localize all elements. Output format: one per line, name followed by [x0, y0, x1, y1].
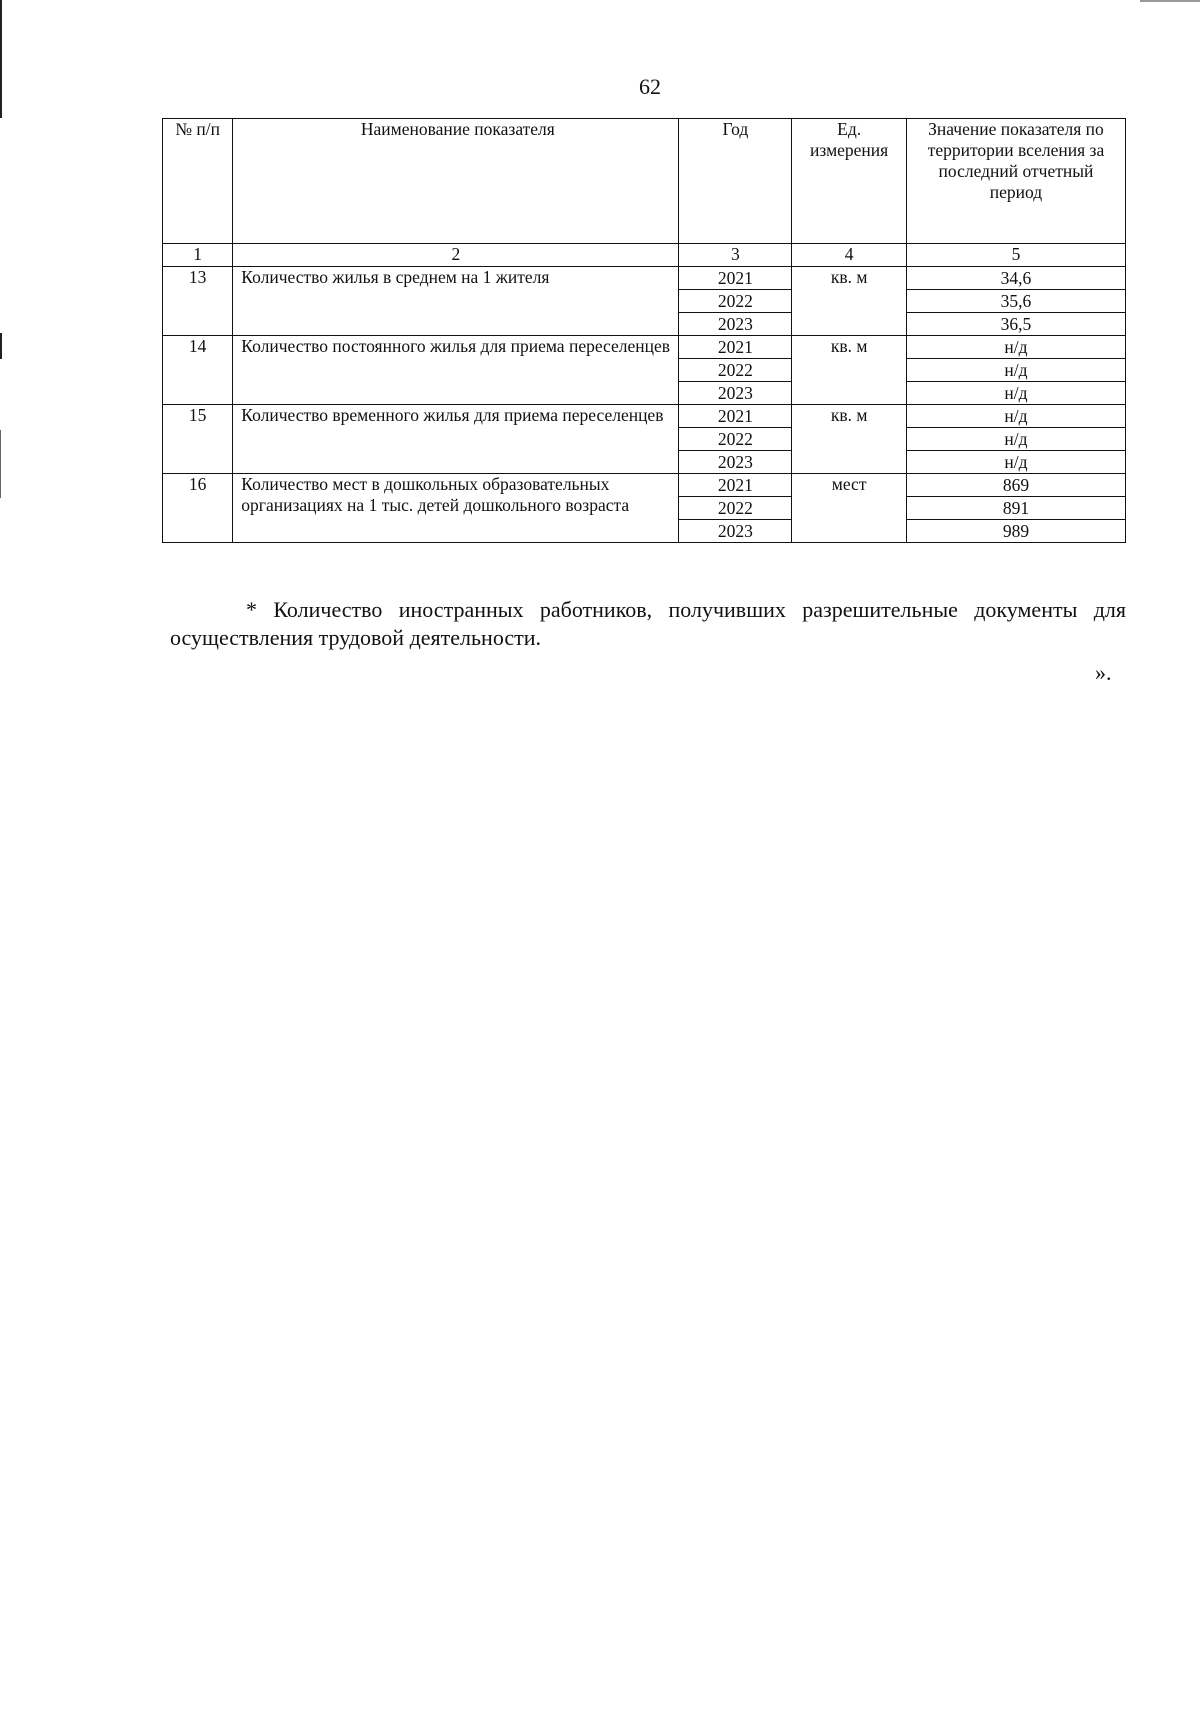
table-header-row [163, 119, 1126, 244]
scan-corner-mark [1140, 0, 1200, 2]
footnote: * Количество иностранных работников, получивших разрешительные документы для осуществления трудовой деятельности. [170, 597, 1126, 650]
scan-edge-mark [0, 0, 2, 118]
year-cell: 2021 [679, 336, 792, 359]
value-cell: н/д [906, 382, 1125, 405]
indicator-name: Количество мест в дошкольных образовательных организациях на 1 тыс. детей дошкольного возраста [233, 474, 679, 543]
table-row [163, 474, 1126, 497]
year-cell: 2021 [679, 474, 792, 497]
table-row [163, 336, 1126, 359]
column-number: 5 [906, 244, 1125, 267]
header-value: Значение показателя по территории вселения за последний отчетный период [906, 119, 1125, 244]
unit-cell: кв. м [792, 405, 907, 474]
year-cell: 2022 [679, 428, 792, 451]
year-cell: 2021 [679, 267, 792, 290]
year-cell: 2022 [679, 290, 792, 313]
value-cell: н/д [906, 451, 1125, 474]
closing-quote: ». [1095, 660, 1112, 685]
value-cell: 869 [906, 474, 1125, 497]
table-row [163, 267, 1126, 290]
row-number: 13 [163, 267, 233, 336]
indicator-name: Количество постоянного жилья для приема переселенцев [233, 336, 679, 405]
value-cell: н/д [906, 336, 1125, 359]
value-cell: н/д [906, 359, 1125, 382]
year-cell: 2023 [679, 313, 792, 336]
value-cell: 989 [906, 520, 1125, 543]
scan-edge-mark [0, 333, 2, 359]
indicator-name: Количество жилья в среднем на 1 жителя [233, 267, 679, 336]
indicators-table [162, 118, 1126, 543]
year-cell: 2023 [679, 520, 792, 543]
header-unit: Ед. измерения [792, 119, 907, 244]
year-cell: 2022 [679, 497, 792, 520]
indicator-name: Количество временного жилья для приема переселенцев [233, 405, 679, 474]
year-cell: 2023 [679, 451, 792, 474]
row-number: 14 [163, 336, 233, 405]
column-number: 4 [792, 244, 907, 267]
column-number: 3 [679, 244, 792, 267]
row-number: 16 [163, 474, 233, 543]
value-cell: 891 [906, 497, 1125, 520]
row-number: 15 [163, 405, 233, 474]
table-row [163, 405, 1126, 428]
scan-edge-mark [0, 430, 1, 498]
header-name: Наименование показателя [233, 119, 679, 244]
unit-cell: мест [792, 474, 907, 543]
column-number: 1 [163, 244, 233, 267]
value-cell: 35,6 [906, 290, 1125, 313]
value-cell: 34,6 [906, 267, 1125, 290]
header-num: № п/п [163, 119, 233, 244]
year-cell: 2023 [679, 382, 792, 405]
header-year: Год [679, 119, 792, 244]
value-cell: 36,5 [906, 313, 1125, 336]
column-number: 2 [233, 244, 679, 267]
unit-cell: кв. м [792, 336, 907, 405]
unit-cell: кв. м [792, 267, 907, 336]
value-cell: н/д [906, 428, 1125, 451]
year-cell: 2022 [679, 359, 792, 382]
page-number: 62 [639, 74, 661, 99]
value-cell: н/д [906, 405, 1125, 428]
column-numbers-row [163, 244, 1126, 267]
year-cell: 2021 [679, 405, 792, 428]
